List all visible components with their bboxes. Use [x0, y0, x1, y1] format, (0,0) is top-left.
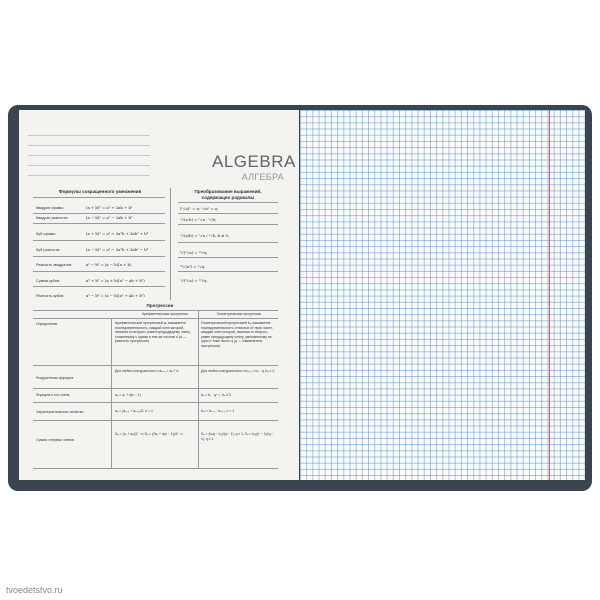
abbrev-formula: (a + b)² = a² + 2ab + b² — [86, 205, 133, 210]
col-header-geom: Геометрическая прогрессия — [216, 312, 262, 316]
abbrev-formula: (a − b)³ = a³ − 3a²b + 3ab² − b³ — [86, 247, 149, 252]
name-line — [28, 155, 150, 156]
prog-row-rule — [33, 388, 278, 389]
sections-divider — [170, 188, 171, 300]
abbrev-label: Куб суммы: — [36, 232, 57, 236]
abbrev-top-rule — [33, 197, 165, 198]
prog-arith-cell: aₙ = (aₙ₋₁ + aₙ₊₁)/2, n > 1 — [115, 409, 153, 413]
prog-geom-cell: bₙ² = bₙ₋₁ · bₙ₊₁, n > 1 — [201, 409, 235, 413]
prog-arith-cell: aₙ = a₁ + d(n − 1) — [115, 393, 141, 397]
name-line — [28, 135, 150, 136]
abbrev-label: Куб разности: — [36, 248, 61, 252]
radicals-heading: Преобразование выражений, — [194, 189, 262, 194]
abbrev-row-rule — [33, 256, 165, 257]
prog-geom-cell: bₙ = b₁ · qⁿ⁻¹, bₙ ≠ 0 — [201, 393, 231, 397]
abbrev-row-rule — [33, 223, 165, 224]
abbrev-row-rule — [33, 240, 165, 241]
radical-row-rule — [178, 213, 278, 214]
abbrev-heading: Формулы сокращенного умножения — [58, 189, 142, 194]
prog-arith-cell: Арифметической прогрессией aₙ называется последовательность, каждый член которой, начиная со второго, равен предыдущему члену, сложенному с одним и тем же числом d (d — разность прогрессии) — [115, 321, 191, 344]
radical-formula: ᵏ√(ⁿ√a) = ⁿᵏ√a; — [180, 250, 208, 255]
title-russian: АЛГЕБРА — [241, 172, 284, 182]
abbrev-label: Разность кубов: — [36, 294, 65, 298]
abbrev-formula: (a − b)² = a² − 2ab + b² — [86, 215, 133, 220]
prog-row-rule — [33, 402, 278, 403]
name-line — [28, 145, 150, 146]
radical-formula: ⁿᵏ√(aᵏ) = ⁿ√a; — [180, 264, 206, 269]
abbrev-formula: (a + b)³ = a³ + 3a²b + 3ab² + b³ — [86, 231, 149, 236]
graph-paper-page — [300, 110, 585, 480]
name-line — [28, 175, 150, 176]
prog-col-divider — [198, 310, 199, 468]
title-english: ALGEBRA — [212, 152, 296, 171]
prog-col-divider — [111, 318, 112, 468]
radical-formula: ⁿ√(a/b) = ⁿ√a / ⁿ√b, b ≠ 0; — [180, 233, 230, 238]
radical-formula: ⁿ√(a·b) = ⁿ√a · ⁿ√b; — [180, 217, 217, 222]
abbrev-row-rule — [33, 286, 165, 287]
name-line — [28, 165, 150, 166]
radicals-heading: содержащих радикалы — [201, 195, 255, 200]
watermark: tvoedetstvo.ru — [6, 585, 63, 595]
abbrev-formula: a³ + b³ = (a + b)(a² − ab + b²) — [86, 278, 145, 283]
prog-arith-cell: Sₙ = (a₁ + aₙ)/2 · n; Sₙ = (2a₁ + d(n − 1))/2 · n — [115, 432, 183, 436]
radical-formula: ⁿ√(ᵏ√a) = ⁿᵏ√a; — [180, 278, 208, 283]
margin-line — [549, 110, 550, 480]
prog-bottom-rule — [33, 468, 278, 469]
prog-row-label: Характеристическое свойство — [36, 410, 84, 414]
abbrev-formula: a² − b² = (a − b)(a + b) — [86, 262, 132, 267]
progressions-heading: Прогрессии — [146, 303, 174, 308]
prog-row-label: Рекуррентная формула — [36, 376, 74, 380]
abbrev-row-rule — [33, 271, 165, 272]
prog-top-rule — [33, 310, 278, 311]
radical-row-rule — [178, 257, 278, 258]
prog-geom-cell: Sₙ = (bₙq − b₁)/(q − 1), q ≠ 1; Sₙ = b₁(qⁿ − 1)/(q − 1), q ≠ 1 — [201, 432, 274, 441]
abbrev-label: Разность квадратов: — [36, 263, 73, 267]
radicals-top-rule — [178, 202, 278, 203]
abbrev-row-rule — [33, 213, 165, 214]
col-header-arith: Арифметическая прогрессия — [142, 312, 188, 316]
prog-row-label: Сумма n первых членов — [36, 438, 75, 442]
prog-row-label: Определение — [36, 322, 58, 326]
radical-row-rule — [178, 271, 278, 272]
prog-row-label: Формула n-ого члена — [36, 393, 70, 397]
abbrev-label: Квадрат разности: — [36, 216, 69, 220]
prog-geom-cell: Для любого натурального n bₙ₊₁ = bₙ · q, bₙ ≠ 0 — [201, 369, 275, 373]
abbrev-label: Квадрат суммы: — [36, 206, 65, 210]
prog-geom-cell: Геометрической прогрессией bₙ называется последовательность отличных от нуля чисел, каждый член которой, начиная со второго, равен предыдущему члену, умноженному на одно и тоже число q (q — знаменатель прогрессии) — [201, 321, 273, 348]
prog-row-rule — [33, 365, 278, 366]
radical-formula: (ⁿ√a)ⁿ = a; ⁿ√aⁿ = a; — [180, 206, 219, 211]
prog-header-rule — [33, 318, 278, 319]
abbrev-formula: a³ − b³ = (a − b)(a² + ab + b²) — [86, 293, 145, 298]
radical-row-rule — [178, 242, 278, 243]
abbrev-label: Сумма кубов: — [36, 279, 60, 283]
prog-arith-cell: Для любого натурального n aₙ₊₁ = aₙ + d — [115, 369, 179, 373]
prog-row-rule — [33, 420, 278, 421]
radical-row-rule — [178, 224, 278, 225]
